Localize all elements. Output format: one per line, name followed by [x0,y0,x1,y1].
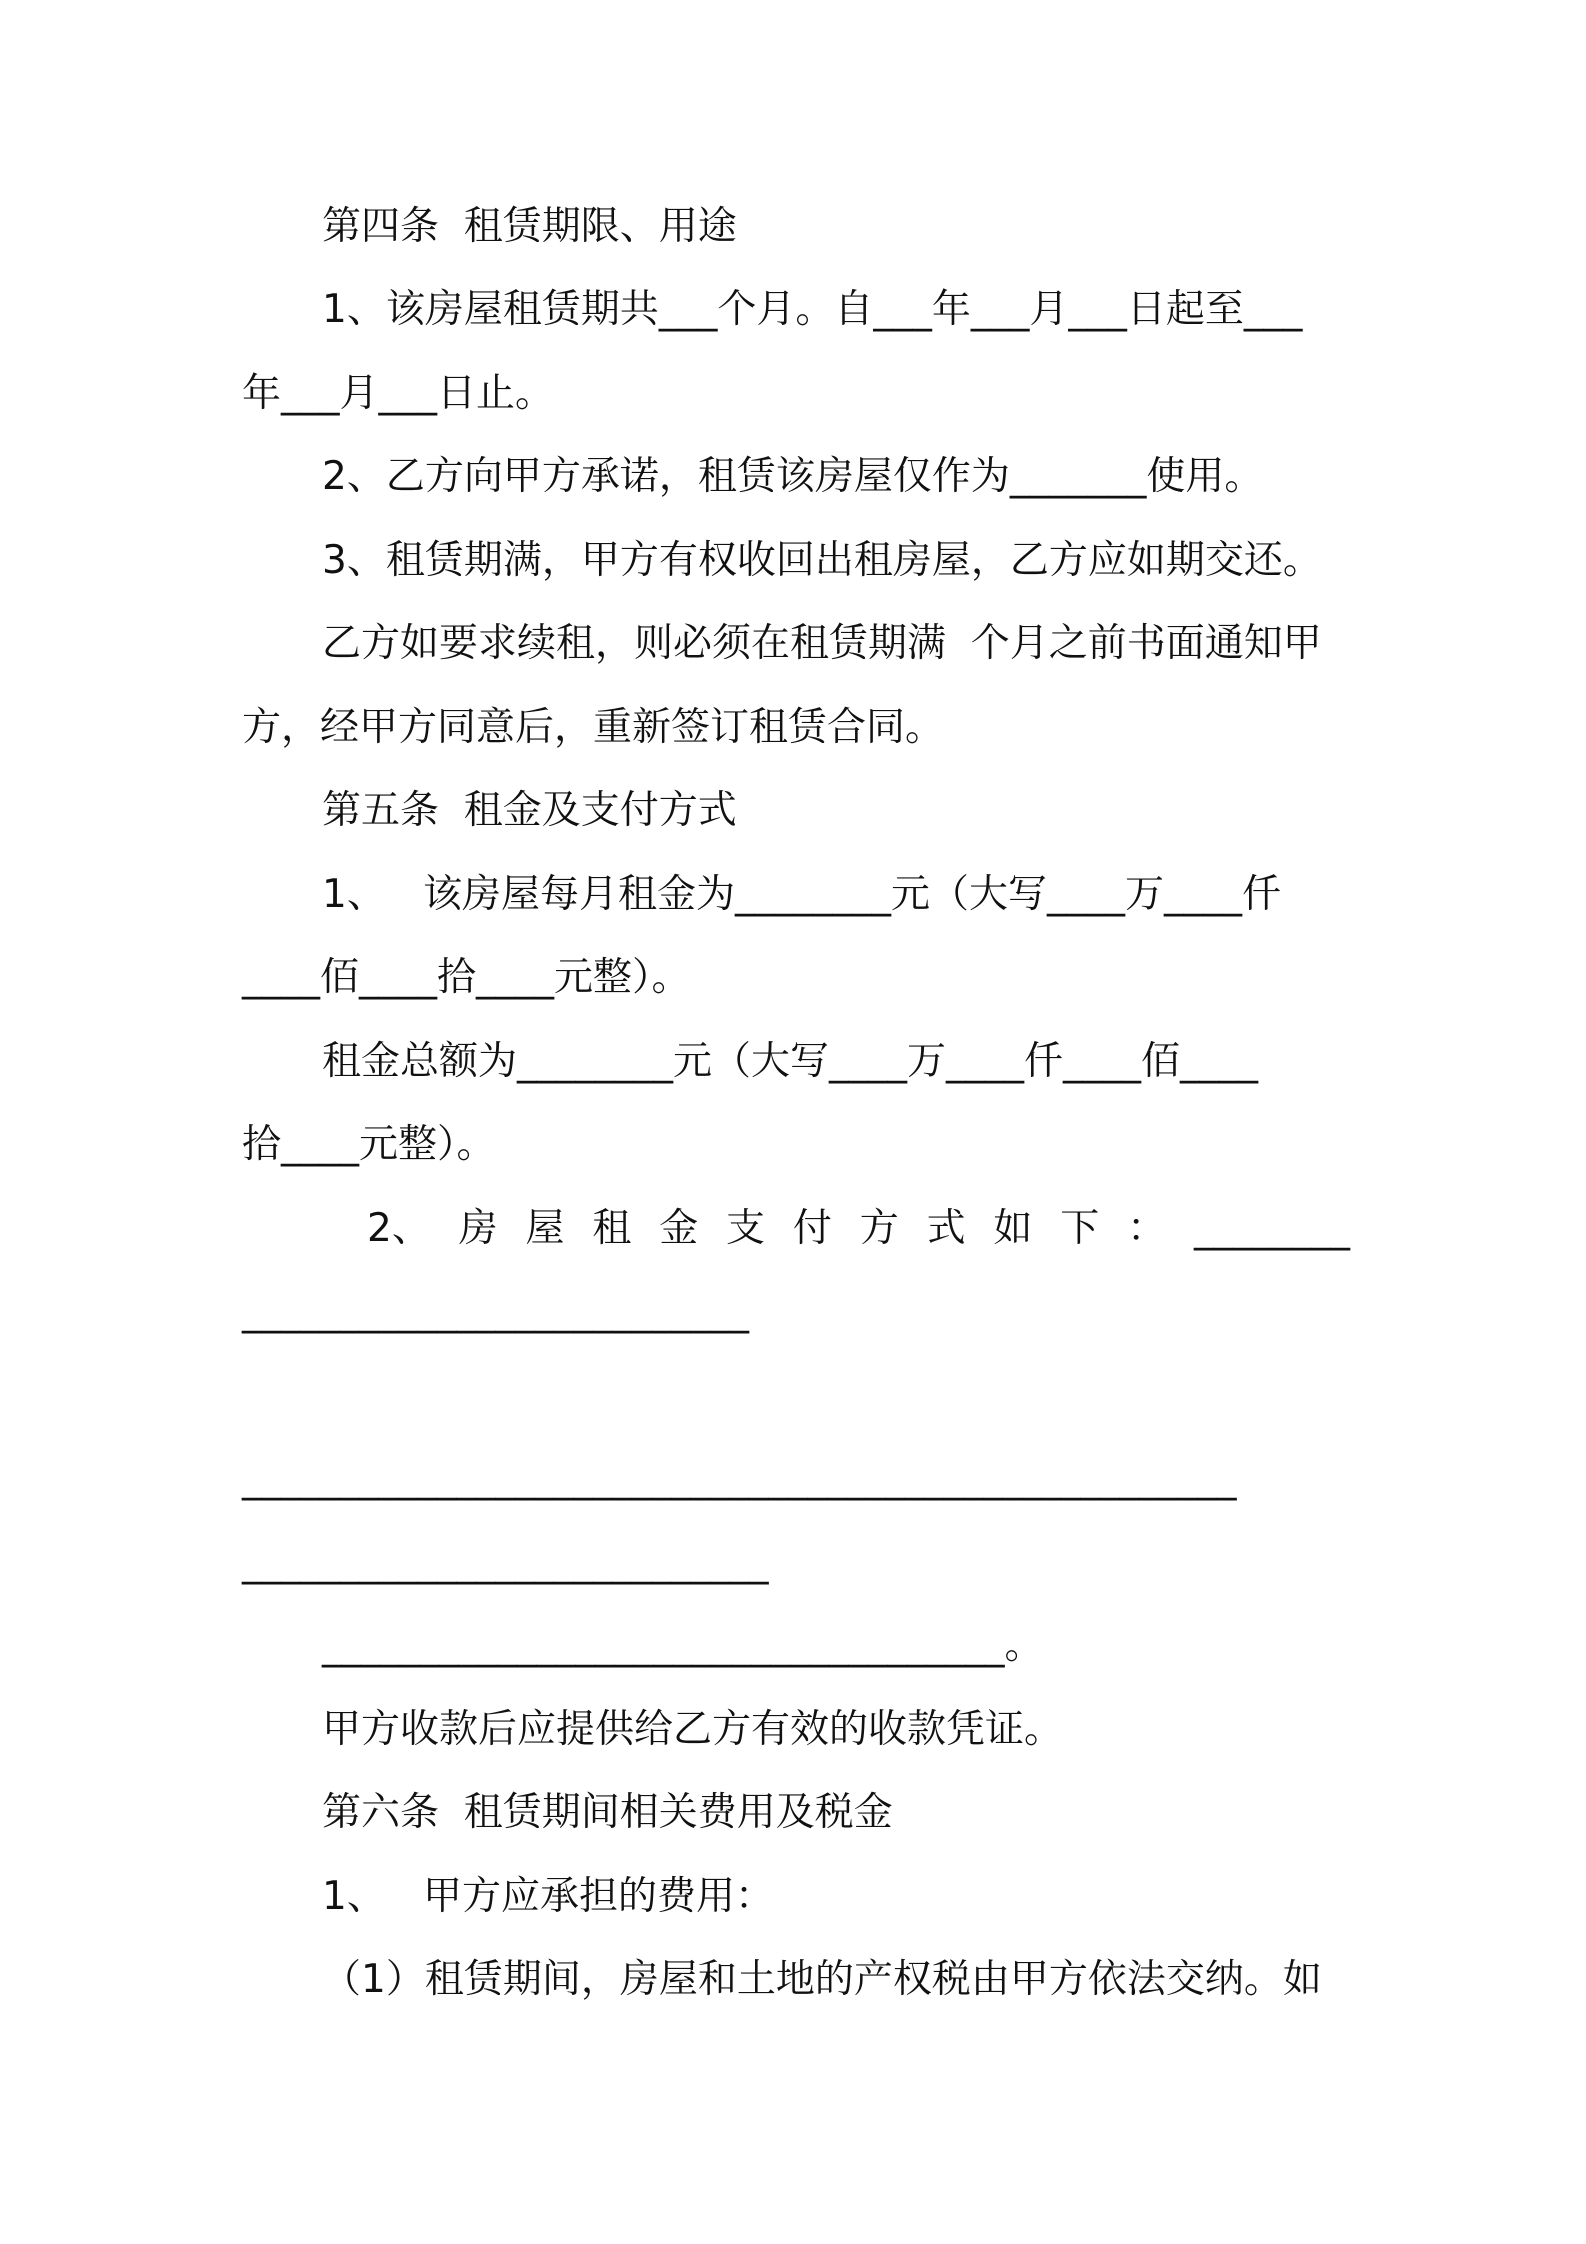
pay-char: 支 [726,1206,766,1251]
article4-clause1-line1: 1、该房屋租赁期共___个月。自___年___月___日起至___ [322,287,1303,332]
pay-char: 如 [993,1206,1033,1251]
pay-char: 付 [792,1206,832,1251]
pay-blank: ________ [1193,1206,1350,1251]
article4-heading: 第四条 租赁期限、用途 [322,204,737,249]
pay-char: 下 [1060,1206,1100,1251]
pay-char: 式 [926,1206,966,1251]
article5-clause1-line2: ____佰____拾____元整）。 [242,955,691,1000]
pay-char: 租 [592,1206,632,1251]
article4-clause3: 3、租赁期满，甲方有权收回出租房屋，乙方应如期交还。 [322,538,1322,583]
article4-renewal-line1: 乙方如要求续租，则必须在租赁期满 个月之前书面通知甲 [322,621,1322,666]
article4-clause2: 2、乙方向甲方承诺，租赁该房屋仅作为_______使用。 [322,454,1264,499]
article5-receipt-note: 甲方收款后应提供给乙方有效的收款凭证。 [322,1707,1064,1752]
pay-char: 屋 [525,1206,565,1251]
pay-char: 2、 [367,1206,431,1251]
pay-char: 房 [458,1206,498,1251]
article5-total-line2: 拾____元整）。 [242,1122,496,1167]
payment-blank-line-2: ___________________________________________________ [242,1456,1237,1501]
article4-clause1-line2: 年___月___日止。 [242,371,555,416]
payment-blank-line-4: ___________________________________。 [322,1623,1044,1668]
article5-clause1-line1: 1、 该房屋每月租金为________元（大写____万____仟 [322,872,1282,917]
article4-renewal-line2: 方，经甲方同意后，重新签订租赁合同。 [242,705,945,750]
payment-blank-line-1: __________________________ [242,1289,749,1334]
article6-heading: 第六条 租赁期间相关费用及税金 [322,1790,893,1835]
pay-char: 方 [859,1206,899,1251]
article5-clause2-payment-method [242,1206,1350,1251]
payment-blank-line-3: ___________________________ [242,1540,769,1585]
pay-char: ： [1127,1206,1167,1251]
pay-char: 金 [659,1206,699,1251]
article6-clause1-item1: （1）租赁期间，房屋和土地的产权税由甲方依法交纳。如 [322,1957,1322,2002]
article6-clause1: 1、 甲方应承担的费用： [322,1874,775,1919]
article5-total-line1: 租金总额为________元（大写____万____仟____佰____ [322,1039,1259,1084]
article5-heading: 第五条 租金及支付方式 [322,788,737,833]
